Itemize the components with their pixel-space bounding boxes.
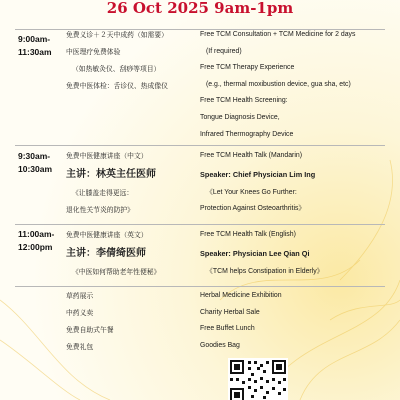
en-line: (If required) (206, 47, 242, 55)
speaker-zh: 主讲：林英主任医师 (66, 169, 156, 180)
zh-line: 《让膝盖走得更远： (72, 189, 134, 197)
section-divider (15, 286, 385, 287)
zh-line: 退化性关节炎的防护》 (66, 206, 134, 214)
zh-line: 免费中医健康讲座（中文） (66, 152, 148, 160)
session-en-details (200, 27, 396, 143)
zh-line: 免费义诊＋２天中成药（如需要） (66, 31, 168, 39)
en-line: Free TCM Health Talk (Mandarin) (200, 152, 302, 159)
session-zh-details (66, 27, 196, 95)
qr-code-graphic (228, 358, 288, 400)
en-line: 《TCM helps Constipation in Elderly》 (206, 267, 324, 275)
session-time (18, 33, 62, 59)
extras-zh-list (66, 288, 196, 356)
zh-line: 免费自助式午餐 (66, 326, 114, 334)
en-line: Free Buffet Lunch (200, 325, 255, 333)
speaker-zh: 主讲：李倩绮医师 (66, 248, 146, 259)
session-zh-details (66, 148, 196, 219)
en-line: Herbal Medicine Exhibition (200, 292, 282, 299)
session-time-text: 11:00am- 12:00pm (18, 229, 55, 252)
zh-line: 草药展示 (66, 292, 94, 300)
zh-line: 免费中医体检：舌诊仪、热成像仪 (66, 82, 168, 90)
section-divider (15, 224, 385, 225)
en-line: Free TCM Health Screening: (200, 97, 288, 105)
en-line: 《Let Your Knees Go Further: (206, 188, 297, 196)
zh-line: 中医理疗免费体验 (66, 48, 121, 56)
zh-line: 中药义卖 (66, 309, 94, 317)
zh-line: 免费礼包 (66, 343, 94, 351)
session-time (18, 150, 62, 176)
session-time-text: 9:00am- 11:30am (18, 34, 52, 57)
en-line: Protection Against Osteoarthritis》 (200, 205, 306, 213)
session-zh-details (66, 227, 196, 281)
en-line: Free TCM Therapy Experience (200, 64, 295, 72)
en-line: Tongue Diagnosis Device, (200, 113, 280, 121)
speaker-en: Speaker: Physician Lee Qian Qi (200, 248, 310, 258)
session-time (18, 228, 62, 254)
session-time-text: 9:30am- 10:30am (18, 151, 53, 174)
zh-line: 免费中医健康讲座（英文） (66, 231, 148, 239)
session-en-details (200, 148, 396, 218)
session-en-details (200, 227, 396, 280)
event-date-header: 26 Oct 2025 9am-1pm (106, 0, 294, 17)
en-line: Infrared Thermography Device (200, 130, 294, 138)
speaker-en: Speaker: Chief Physician Lim Ing (200, 169, 316, 179)
extras-en-list (200, 288, 396, 354)
en-line: Goodies Bag (200, 341, 240, 349)
zh-line: （如热敏灸仪、刮痧等项目） (72, 65, 161, 73)
en-line: Charity Herbal Sale (200, 308, 260, 316)
en-line: (e.g., thermal moxibustion device, gua sha, etc) (206, 80, 351, 88)
zh-line: 《中医如何帮助老年性便秘》 (72, 268, 161, 276)
en-line: Free TCM Health Talk (English) (200, 231, 296, 238)
en-line: Free TCM Consultation + TCM Medicine for 2 days (200, 31, 356, 38)
qr-code-icon[interactable] (228, 358, 288, 400)
section-divider (15, 145, 385, 146)
